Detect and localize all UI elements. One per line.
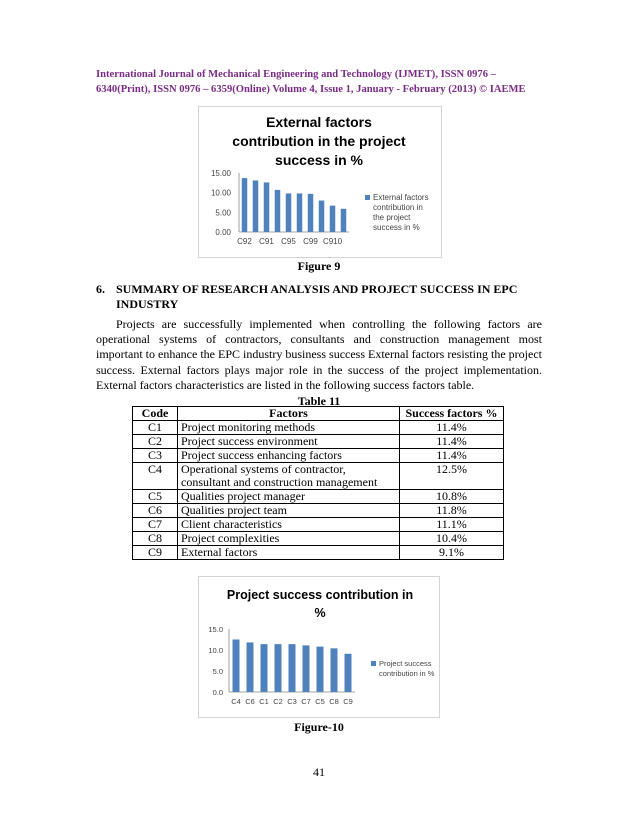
y-tick-label: 0.00	[215, 228, 231, 237]
table-header-row	[133, 407, 504, 421]
table-row	[133, 518, 504, 532]
body-paragraph: Projects are successfully implemented when controlling the following factors are operational systems of contractors, consultants and construction management most important to enhance the EPC industry business success External factors resisting the project success. External factors plays major role in the success of the project implementation. External factors characteristics are listed in the following success factors table.	[96, 317, 542, 392]
figure-9-chart-svg	[199, 107, 441, 257]
cell-pct: 11.4%	[400, 449, 504, 463]
chart-title-line: Project success contribution in	[226, 588, 414, 602]
figure-10-chart-svg	[199, 577, 439, 717]
legend-label: contribution in %	[379, 669, 435, 678]
x-tick-label: C1	[259, 697, 269, 706]
bar	[289, 644, 296, 692]
cell-pct: 10.4%	[400, 532, 504, 546]
bar	[345, 654, 352, 692]
success-factors-table	[132, 406, 504, 560]
figure-9-chart	[198, 106, 442, 258]
x-tick-label: C92	[237, 237, 252, 246]
cell-factor: Qualities project team	[178, 504, 400, 518]
cell-code: C6	[133, 504, 178, 518]
chart-title-line: contribution in the project	[232, 133, 406, 149]
y-tick-label: 5.00	[215, 208, 231, 218]
table-row	[133, 532, 504, 546]
header-success-factors: Success factors %	[400, 407, 504, 421]
bar	[261, 644, 268, 692]
cell-code: C5	[133, 490, 178, 504]
table-row	[133, 463, 504, 490]
cell-pct: 11.4%	[400, 421, 504, 435]
cell-code: C7	[133, 518, 178, 532]
chart-title-line: External factors	[266, 114, 372, 130]
figure-10-chart	[198, 576, 440, 718]
section-number: 6.	[96, 282, 105, 296]
header-code: Code	[133, 407, 178, 421]
x-tick-label: C9	[343, 697, 353, 706]
bar	[341, 209, 347, 232]
y-tick-label: 0.0	[212, 688, 223, 697]
x-tick-label: C910	[322, 237, 343, 246]
bar	[286, 193, 292, 232]
cell-factor-line-2: consultant and construction management	[181, 475, 378, 489]
cell-factor: Qualities project manager	[178, 490, 400, 504]
cell-factor: Project monitoring methods	[178, 421, 400, 435]
legend-label: success in %	[373, 223, 420, 232]
x-tick-label: C99	[303, 237, 318, 246]
cell-pct: 11.8%	[400, 504, 504, 518]
bar	[247, 642, 254, 692]
journal-header-line-1: International Journal of Mechanical Engineering and Technology (IJMET), ISSN 0976 –	[96, 69, 496, 80]
header-factors: Factors	[178, 407, 400, 421]
cell-factor: External factors	[178, 546, 400, 560]
x-tick-label: C7	[301, 697, 311, 706]
cell-pct: 11.1%	[400, 518, 504, 532]
bar	[317, 647, 324, 692]
bar	[331, 648, 338, 692]
x-tick-label: C91	[259, 237, 274, 246]
cell-code: C2	[133, 435, 178, 449]
chart-title-line: %	[314, 606, 326, 620]
cell-pct: 9.1%	[400, 546, 504, 560]
bar	[253, 180, 259, 232]
table-row	[133, 490, 504, 504]
cell-pct: 11.4%	[400, 435, 504, 449]
figure-9-caption: Figure 9	[297, 259, 341, 273]
y-tick-label: 10.00	[210, 188, 231, 198]
x-tick-label: C5	[315, 697, 325, 706]
bar	[242, 178, 248, 232]
cell-factor: Project success enhancing factors	[178, 449, 400, 463]
legend-label: the project	[373, 213, 411, 222]
legend-swatch	[371, 661, 376, 666]
table-row	[133, 449, 504, 463]
section-title-line-2: INDUSTRY	[116, 297, 179, 311]
table-row	[133, 546, 504, 560]
page-number: 41	[313, 765, 325, 779]
table-row	[133, 435, 504, 449]
bar	[275, 644, 282, 692]
y-tick-label: 10.0	[208, 646, 223, 655]
bar	[297, 193, 303, 232]
legend-label: contribution in	[373, 203, 423, 212]
table-row	[133, 504, 504, 518]
bar	[308, 194, 314, 232]
y-tick-label: 15.00	[210, 169, 231, 178]
journal-header	[96, 68, 544, 97]
cell-pct: 10.8%	[400, 490, 504, 504]
table-row	[133, 421, 504, 435]
bar	[303, 645, 310, 692]
bar	[275, 190, 281, 232]
legend-swatch	[365, 195, 370, 200]
cell-code: C3	[133, 449, 178, 463]
x-tick-label: C8	[329, 697, 339, 706]
cell-factor: Client characteristics	[178, 518, 400, 532]
x-tick-label: C6	[245, 697, 255, 706]
legend-label: External factors	[373, 193, 429, 202]
x-tick-label: C95	[281, 237, 296, 246]
table-title: Table 11	[297, 394, 341, 408]
x-tick-label: C3	[287, 697, 297, 706]
cell-factor-line-1: Operational systems of contractor,	[181, 462, 346, 476]
cell-code: C4	[133, 463, 178, 490]
section-heading	[96, 282, 544, 312]
figure-10-caption: Figure-10	[294, 720, 344, 734]
cell-code: C8	[133, 532, 178, 546]
legend-label: Project success	[379, 659, 432, 668]
y-tick-label: 15.0	[208, 625, 223, 634]
cell-code: C9	[133, 546, 178, 560]
journal-header-line-2: 6340(Print), ISSN 0976 – 6359(Online) Volume 4, Issue 1, January - February (2013) © IAEME	[96, 83, 526, 95]
x-tick-label: C4	[231, 697, 241, 706]
bar	[319, 201, 325, 232]
cell-pct: 12.5%	[400, 463, 504, 490]
x-tick-label: C2	[273, 697, 283, 706]
bar	[264, 182, 270, 232]
bar	[330, 206, 336, 232]
y-tick-label: 5.0	[212, 667, 223, 676]
cell-code: C1	[133, 421, 178, 435]
cell-factor: Project complexities	[178, 532, 400, 546]
section-title-line-1: SUMMARY OF RESEARCH ANALYSIS AND PROJECT SUCCESS IN EPC	[116, 282, 518, 296]
cell-factor: Project success environment	[178, 435, 400, 449]
cell-factor	[178, 463, 400, 490]
bar	[233, 640, 240, 693]
chart-title-line: success in %	[275, 152, 363, 168]
